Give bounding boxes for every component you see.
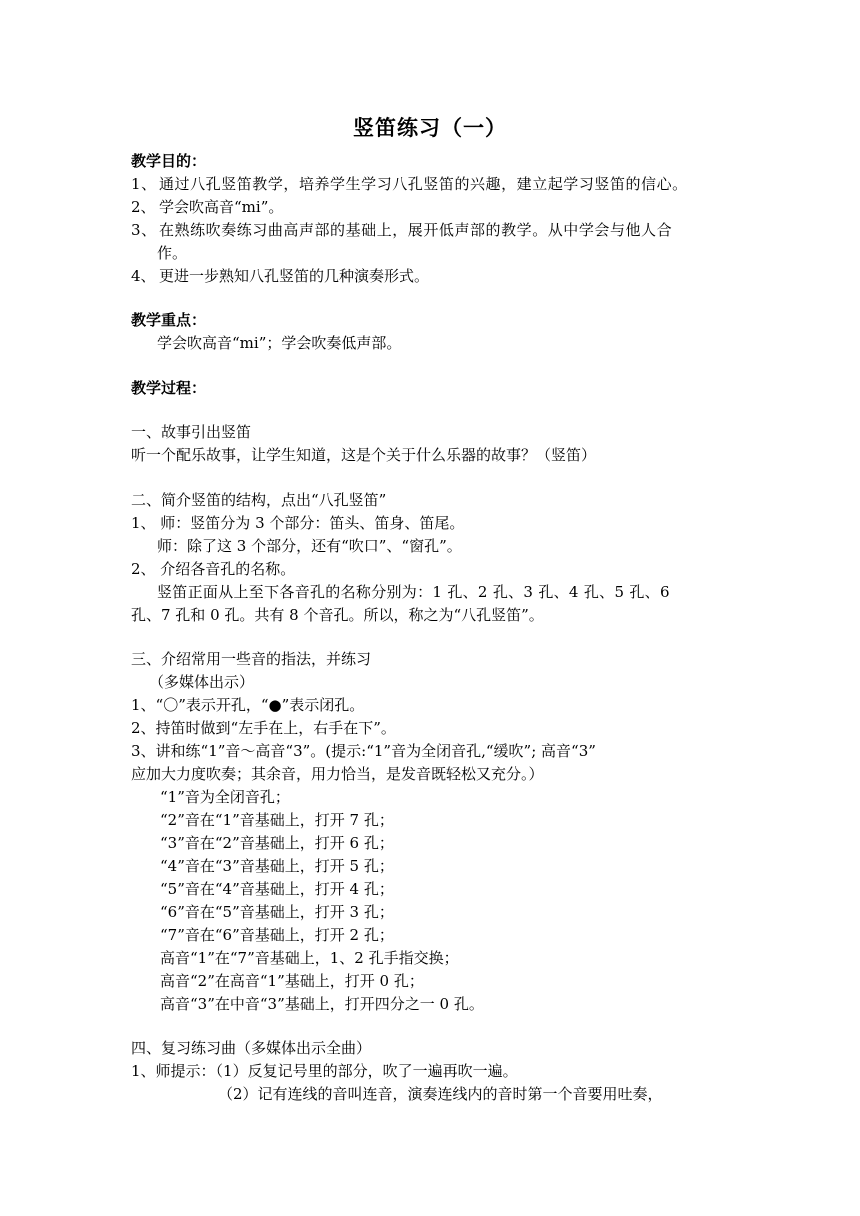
section1-text: 听一个配乐故事，让学生知道，这是个关于什么乐器的故事？（竖笛） bbox=[131, 446, 597, 464]
fingering-note: “7”音在“6”音基础上，打开 2 孔； bbox=[160, 926, 394, 944]
fingering-note: “5”音在“4”音基础上，打开 4 孔； bbox=[160, 880, 394, 898]
section3-point: 1、“〇”表示开孔，“●”表示闭孔。 bbox=[131, 696, 365, 714]
fingering-note: 高音“3”在中音“3”基础上，打开四分之一 0 孔。 bbox=[160, 995, 484, 1013]
objective-number: 2、 bbox=[131, 198, 156, 216]
objective-text: 通过八孔竖笛教学，培养学生学习八孔竖笛的兴趣，建立起学习竖笛的信心。 bbox=[159, 175, 688, 193]
keypoints-heading: 教学重点： bbox=[131, 311, 207, 329]
section4-line: 1、师提示：（1）反复记号里的部分，吹了一遍再吹一遍。 bbox=[131, 1062, 518, 1080]
fingering-note: “1”音为全闭音孔； bbox=[160, 788, 290, 806]
section3-point: 2、持笛时做到“左手在上，右手在下”。 bbox=[131, 719, 396, 737]
section2-line: 师：除了这 3 个部分，还有“吹口”、“窗孔”。 bbox=[157, 537, 462, 555]
objective-item bbox=[131, 173, 688, 195]
section2-line: 1、 师：竖笛分为 3 个部分：笛头、笛身、笛尾。 bbox=[131, 514, 465, 532]
fingering-note: “2”音在“1”音基础上，打开 7 孔； bbox=[160, 811, 394, 829]
section2-line: 孔、7 孔和 0 孔。共有 8 个音孔。所以，称之为“八孔竖笛”。 bbox=[131, 606, 544, 624]
section2-line: 2、 介绍各音孔的名称。 bbox=[131, 560, 296, 578]
section3-point: 3、讲和练“1”音～高音“3”。(提示:“1”音为全闭音孔,“缓吹”; 高音“3” bbox=[131, 742, 596, 760]
process-heading: 教学过程： bbox=[131, 379, 207, 397]
section1-heading: 一、故事引出竖笛 bbox=[131, 423, 252, 441]
objective-text: 更进一步熟知八孔竖笛的几种演奏形式。 bbox=[159, 267, 430, 285]
objective-text: 在熟练吹奏练习曲高声部的基础上，展开低声部的教学。从中学会与他人合 bbox=[159, 221, 673, 239]
objective-number: 1、 bbox=[131, 175, 157, 193]
fingering-note: 高音“2”在高音“1”基础上，打开 0 孔； bbox=[160, 972, 424, 990]
section2-line: 竖笛正面从上至下各音孔的名称分别为：1 孔、2 孔、3 孔、4 孔、5 孔、6 bbox=[157, 583, 670, 601]
objective-item bbox=[131, 196, 283, 218]
objective-number: 3、 bbox=[131, 221, 157, 239]
fingering-note: “4”音在“3”音基础上，打开 5 孔； bbox=[160, 857, 394, 875]
keypoints-text: 学会吹高音“mi”；学会吹奏低声部。 bbox=[157, 334, 402, 352]
objective-continuation: 作。 bbox=[157, 244, 188, 262]
fingering-note: “3”音在“2”音基础上，打开 6 孔； bbox=[160, 834, 394, 852]
fingering-note: “6”音在“5”音基础上，打开 3 孔； bbox=[160, 903, 394, 921]
objective-number: 4、 bbox=[131, 267, 156, 285]
section2-heading: 二、简介竖笛的结构，点出“八孔竖笛” bbox=[131, 491, 387, 509]
section3-heading: 三、介绍常用一些音的指法，并练习 bbox=[131, 650, 372, 668]
section3-media: （多媒体出示） bbox=[149, 673, 255, 691]
objective-text: 学会吹高音“mi”。 bbox=[159, 198, 284, 216]
objective-item bbox=[131, 265, 429, 287]
section4-line: （2）记有连线的音叫连音，演奏连线内的音时第一个音要用吐奏， bbox=[218, 1085, 663, 1103]
fingering-note: 高音“1”在“7”音基础上，1、2 孔手指交换； bbox=[160, 949, 459, 967]
page-title: 竖笛练习（一） bbox=[353, 115, 507, 140]
objective-item bbox=[131, 219, 672, 241]
objectives-heading: 教学目的： bbox=[131, 152, 207, 170]
section4-heading: 四、复习练习曲（多媒体出示全曲） bbox=[131, 1039, 372, 1057]
section3-point: 应加大力度吹奏；其余音，用力恰当，是发音既轻松又充分。） bbox=[131, 765, 544, 783]
